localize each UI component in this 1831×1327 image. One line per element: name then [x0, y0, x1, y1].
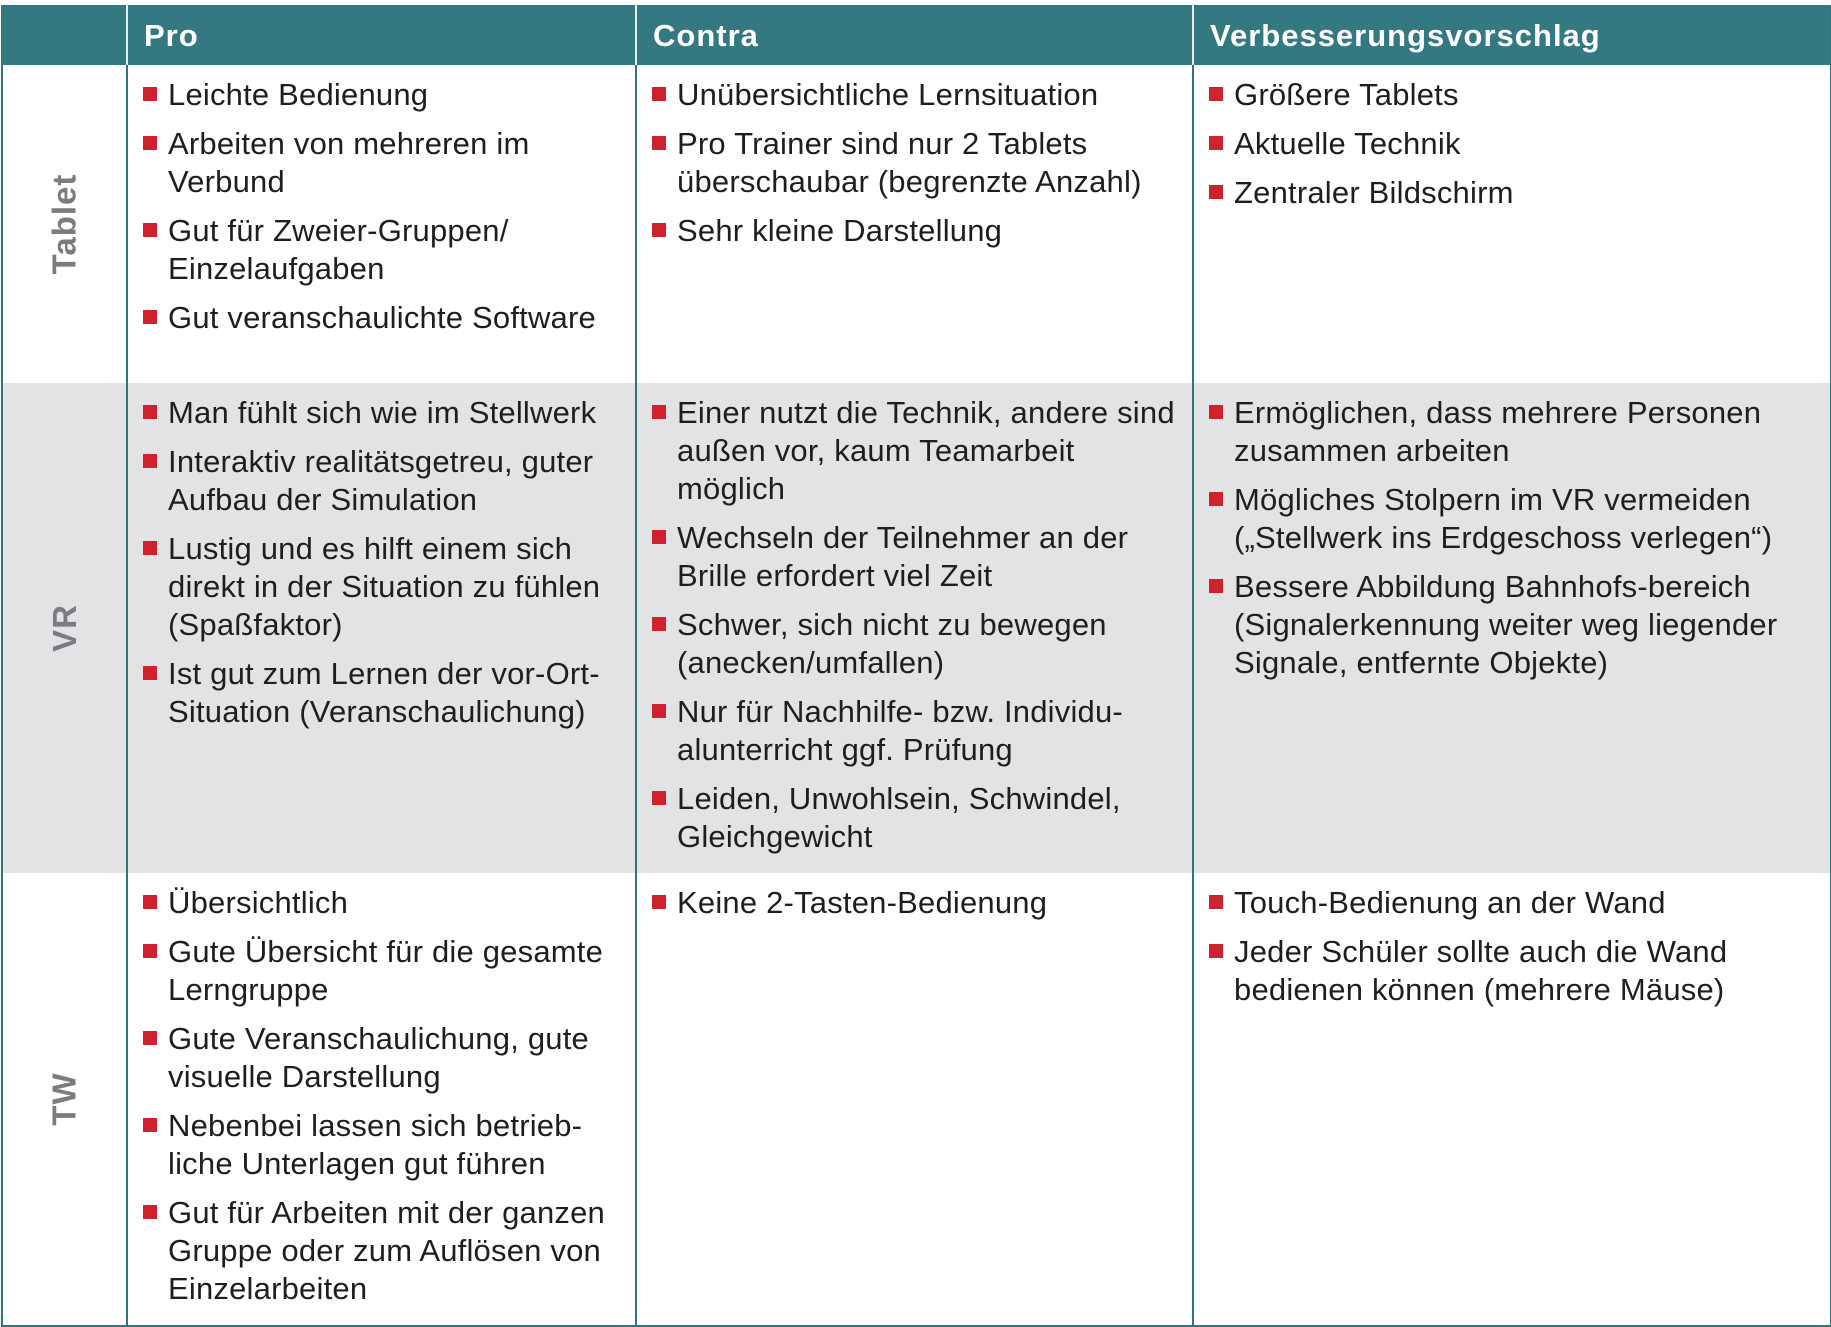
suggestion-list	[1206, 76, 1818, 212]
header-contra: Contra	[636, 6, 1193, 65]
square-bullet-icon	[1209, 895, 1223, 909]
list-item	[649, 519, 1180, 595]
header-pro: Pro	[127, 6, 636, 65]
list-item	[140, 443, 623, 519]
row-label: TW	[45, 1072, 83, 1126]
square-bullet-icon	[143, 944, 157, 958]
header-suggestion: Verbesserungsvorschlag	[1193, 6, 1831, 65]
list-item-text: Nebenbei lassen sich betrieb-liche Unterlagen gut führen	[168, 1108, 583, 1181]
contra-cell	[636, 65, 1193, 383]
row-label: VR	[45, 604, 83, 652]
pro-cell	[127, 65, 636, 383]
list-item	[140, 530, 623, 644]
list-item	[140, 125, 623, 201]
square-bullet-icon	[1209, 492, 1223, 506]
list-item-text: Wechseln der Teilnehmer an der Brille erfordert viel Zeit	[677, 520, 1129, 593]
square-bullet-icon	[652, 136, 666, 150]
table-row	[2, 383, 1831, 873]
header-row	[2, 6, 1831, 65]
list-item-text: Gut veranschaulichte Software	[168, 300, 596, 335]
list-item	[1206, 933, 1818, 1009]
comparison-table	[1, 5, 1831, 1327]
square-bullet-icon	[652, 617, 666, 631]
list-item-text: Jeder Schüler sollte auch die Wand bedienen können (mehrere Mäuse)	[1234, 934, 1728, 1007]
list-item	[140, 1107, 623, 1183]
pro-cell	[127, 383, 636, 873]
list-item-text: Gute Veranschaulichung, gute visuelle Darstellung	[168, 1021, 589, 1094]
row-label: Tablet	[45, 173, 83, 275]
list-item	[649, 693, 1180, 769]
list-item	[140, 1020, 623, 1096]
suggestion-list	[1206, 394, 1818, 682]
list-item-text: Bessere Abbildung Bahnhofs-bereich (Signalerkennung weiter weg liegender Signale, entfernte Objekte)	[1234, 569, 1778, 680]
list-item	[140, 933, 623, 1009]
square-bullet-icon	[652, 87, 666, 101]
list-item	[649, 212, 1180, 250]
list-item	[140, 655, 623, 731]
list-item-text: Unübersichtliche Lernsituation	[677, 77, 1099, 112]
square-bullet-icon	[652, 530, 666, 544]
square-bullet-icon	[652, 223, 666, 237]
list-item	[1206, 174, 1818, 212]
square-bullet-icon	[1209, 405, 1223, 419]
row-label-cell	[2, 873, 127, 1326]
square-bullet-icon	[1209, 944, 1223, 958]
list-item	[140, 212, 623, 288]
square-bullet-icon	[143, 1205, 157, 1219]
list-item	[1206, 125, 1818, 163]
square-bullet-icon	[652, 791, 666, 805]
contra-list	[649, 394, 1180, 856]
list-item-text: Lustig und es hilft einem sich direkt in der Situation zu fühlen (Spaßfaktor)	[168, 531, 601, 642]
square-bullet-icon	[143, 1118, 157, 1132]
row-label-cell	[2, 383, 127, 873]
pro-list	[140, 76, 623, 337]
list-item-text: Mögliches Stolpern im VR vermeiden („Stellwerk ins Erdgeschoss verlegen“)	[1234, 482, 1773, 555]
list-item-text: Übersichtlich	[168, 885, 349, 920]
square-bullet-icon	[652, 405, 666, 419]
list-item-text: Zentraler Bildschirm	[1234, 175, 1514, 210]
list-item-text: Größere Tablets	[1234, 77, 1459, 112]
suggestion-cell	[1193, 65, 1831, 383]
list-item-text: Gute Übersicht für die gesamte Lerngruppe	[168, 934, 604, 1007]
list-item	[140, 1194, 623, 1308]
square-bullet-icon	[1209, 185, 1223, 199]
list-item-text: Man fühlt sich wie im Stellwerk	[168, 395, 597, 430]
suggestion-list	[1206, 884, 1818, 1009]
list-item	[1206, 568, 1818, 682]
list-item	[1206, 884, 1818, 922]
contra-list	[649, 76, 1180, 250]
square-bullet-icon	[143, 405, 157, 419]
list-item	[649, 76, 1180, 114]
pro-cell	[127, 873, 636, 1326]
square-bullet-icon	[652, 895, 666, 909]
square-bullet-icon	[1209, 87, 1223, 101]
list-item-text: Gut für Arbeiten mit der ganzen Gruppe oder zum Auflösen von Einzelarbeiten	[168, 1195, 605, 1306]
list-item-text: Ermöglichen, dass mehrere Personen zusammen arbeiten	[1234, 395, 1762, 468]
square-bullet-icon	[1209, 579, 1223, 593]
square-bullet-icon	[143, 136, 157, 150]
list-item	[1206, 76, 1818, 114]
contra-cell	[636, 383, 1193, 873]
contra-list	[649, 884, 1180, 922]
list-item	[140, 299, 623, 337]
list-item	[649, 394, 1180, 508]
square-bullet-icon	[143, 223, 157, 237]
list-item	[649, 884, 1180, 922]
contra-cell	[636, 873, 1193, 1326]
pro-list	[140, 394, 623, 731]
header-corner	[2, 6, 127, 65]
square-bullet-icon	[143, 1031, 157, 1045]
list-item	[649, 606, 1180, 682]
suggestion-cell	[1193, 873, 1831, 1326]
list-item-text: Keine 2-Tasten-Bedienung	[677, 885, 1048, 920]
list-item-text: Aktuelle Technik	[1234, 126, 1461, 161]
square-bullet-icon	[1209, 136, 1223, 150]
list-item	[140, 76, 623, 114]
table-row	[2, 873, 1831, 1326]
square-bullet-icon	[652, 704, 666, 718]
list-item	[1206, 481, 1818, 557]
list-item	[649, 780, 1180, 856]
list-item-text: Arbeiten von mehreren im Verbund	[168, 126, 530, 199]
list-item-text: Einer nutzt die Technik, andere sind außen vor, kaum Teamarbeit möglich	[677, 395, 1175, 506]
list-item	[140, 884, 623, 922]
list-item	[1206, 394, 1818, 470]
list-item-text: Schwer, sich nicht zu bewegen (anecken/umfallen)	[677, 607, 1107, 680]
list-item	[649, 125, 1180, 201]
square-bullet-icon	[143, 87, 157, 101]
list-item-text: Gut für Zweier-Gruppen/ Einzelaufgaben	[168, 213, 509, 286]
square-bullet-icon	[143, 895, 157, 909]
square-bullet-icon	[143, 454, 157, 468]
list-item-text: Touch-Bedienung an der Wand	[1234, 885, 1666, 920]
table-row	[2, 65, 1831, 383]
list-item-text: Leichte Bedienung	[168, 77, 429, 112]
pro-list	[140, 884, 623, 1308]
suggestion-cell	[1193, 383, 1831, 873]
list-item-text: Sehr kleine Darstellung	[677, 213, 1003, 248]
list-item-text: Ist gut zum Lernen der vor-Ort-Situation (Veranschaulichung)	[168, 656, 600, 729]
row-label-cell	[2, 65, 127, 383]
list-item-text: Pro Trainer sind nur 2 Tablets überschaubar (begrenzte Anzahl)	[677, 126, 1142, 199]
square-bullet-icon	[143, 666, 157, 680]
list-item	[140, 394, 623, 432]
square-bullet-icon	[143, 541, 157, 555]
list-item-text: Nur für Nachhilfe- bzw. Individu-alunterricht ggf. Prüfung	[677, 694, 1123, 767]
list-item-text: Interaktiv realitätsgetreu, guter Aufbau der Simulation	[168, 444, 594, 517]
square-bullet-icon	[143, 310, 157, 324]
list-item-text: Leiden, Unwohlsein, Schwindel, Gleichgewicht	[677, 781, 1121, 854]
